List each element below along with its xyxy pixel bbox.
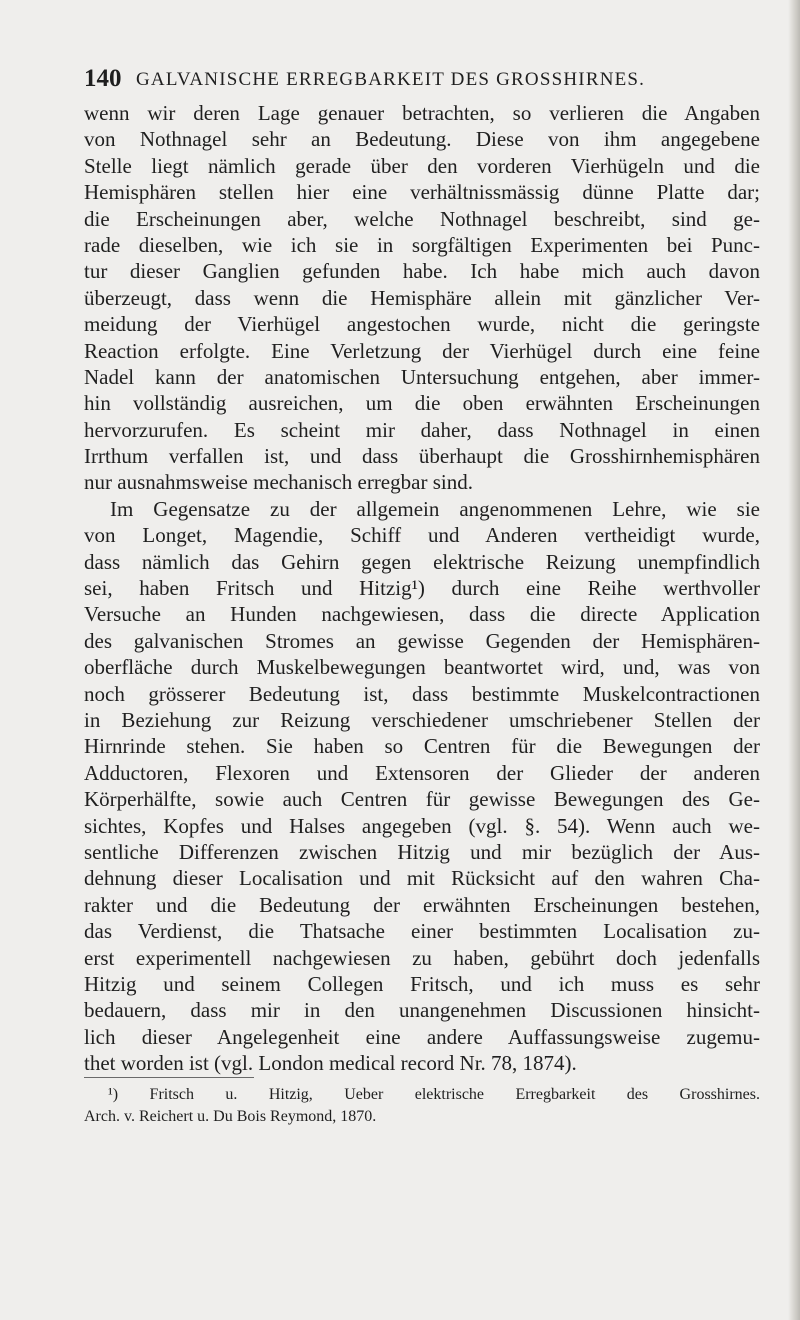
text-line: die Erscheinungen aber, welche Nothnagel beschreibt, sind ge-: [84, 206, 760, 231]
text-line: Körperhälfte, sowie auch Centren für gewisse Bewegungen des Ge-: [84, 787, 760, 812]
text-line: rakter und die Bedeutung der erwähnten Erscheinungen bestehen,: [84, 892, 760, 917]
footnote-line: Arch. v. Reichert u. Du Bois Reymond, 1870.: [84, 1108, 377, 1125]
text-line: meidung der Vierhügel angestochen wurde, nicht die geringste: [84, 312, 760, 337]
text-line: von Nothnagel sehr an Bedeutung. Diese von ihm angegebene: [84, 127, 760, 152]
footnote: [84, 1084, 760, 1128]
text-line: Hirnrinde stehen. Sie haben so Centren für die Bewegungen der: [84, 734, 760, 759]
text-line: oberfläche durch Muskelbewegungen beantwortet wird, und, was von: [84, 655, 760, 680]
text-line: Im Gegensatze zu der allgemein angenommenen Lehre, wie sie: [110, 496, 760, 521]
page-edge-shadow: [788, 0, 800, 1320]
text-line: Stelle liegt nämlich gerade über den vorderen Vierhügeln und die: [84, 153, 760, 178]
text-line: Hemisphären stellen hier eine verhältnissmässig dünne Platte dar;: [84, 180, 760, 205]
text-line: das Verdienst, die Thatsache einer bestimmten Localisation zu-: [84, 919, 760, 944]
footnote-line: ¹) Fritsch u. Hitzig, Ueber elektrische Erregbarkeit des Grosshirnes.: [108, 1086, 760, 1103]
page-header: [84, 64, 724, 94]
text-line: sentliche Differenzen zwischen Hitzig und mir bezüglich der Aus-: [84, 839, 760, 864]
page-number: 140: [84, 65, 122, 92]
text-line: tur dieser Ganglien gefunden habe. Ich habe mich auch davon: [84, 259, 760, 284]
footnote-divider: [84, 1077, 254, 1078]
text-line: dass nämlich das Gehirn gegen elektrische Reizung unempfindlich: [84, 549, 760, 574]
text-line: wenn wir deren Lage genauer betrachten, so verlieren die Angaben: [84, 101, 760, 125]
text-line: nur ausnahmsweise mechanisch erregbar sind.: [84, 470, 473, 495]
text-line: von Longet, Magendie, Schiff und Anderen vertheidigt wurde,: [84, 523, 760, 548]
text-line: bedauern, dass mir in den unangenehmen Discussionen hinsicht-: [84, 998, 760, 1023]
text-line: rade dieselben, wie ich sie in sorgfältigen Experimenten bei Punc-: [84, 232, 760, 257]
text-line: Versuche an Hunden nachgewiesen, dass die directe Application: [84, 602, 760, 627]
body-text: [84, 100, 760, 1076]
text-line: sichtes, Kopfes und Halses angegeben (vgl. §. 54). Wenn auch we-: [84, 813, 760, 838]
text-line: des galvanischen Stromes an gewisse Gegenden der Hemisphären-: [84, 628, 760, 653]
text-line: lich dieser Angelegenheit eine andere Auffassungsweise zugemu-: [84, 1024, 760, 1049]
text-line: erst experimentell nachgewiesen zu haben, gebührt doch jedenfalls: [84, 945, 760, 970]
running-title: GALVANISCHE ERREGBARKEIT DES GROSSHIRNES.: [136, 69, 646, 90]
text-line: Hitzig und seinem Collegen Fritsch, und ich muss es sehr: [84, 971, 760, 996]
text-line: sei, haben Fritsch und Hitzig¹) durch eine Reihe werthvoller: [84, 576, 760, 601]
text-line: Adductoren, Flexoren und Extensoren der Glieder der anderen: [84, 760, 760, 785]
text-line: in Beziehung zur Reizung verschiedener umschriebener Stellen der: [84, 707, 760, 732]
text-line: Nadel kann der anatomischen Untersuchung entgehen, aber immer-: [84, 364, 760, 389]
text-line: thet worden ist (vgl. London medical record Nr. 78, 1874).: [84, 1051, 577, 1076]
text-line: dehnung dieser Localisation und mit Rücksicht auf den wahren Cha-: [84, 866, 760, 891]
text-line: hin vollständig ausreichen, um die oben erwähnten Erscheinungen: [84, 391, 760, 416]
text-line: überzeugt, dass wenn die Hemisphäre allein mit gänzlicher Ver-: [84, 285, 760, 310]
text-line: noch grösserer Bedeutung ist, dass bestimmte Muskelcontractionen: [84, 681, 760, 706]
text-line: Reaction erfolgte. Eine Verletzung der Vierhügel durch eine feine: [84, 338, 760, 363]
text-line: hervorzurufen. Es scheint mir daher, dass Nothnagel in einen: [84, 417, 760, 442]
text-line: Irrthum verfallen ist, und dass überhaupt die Grosshirnhemisphären: [84, 444, 760, 469]
